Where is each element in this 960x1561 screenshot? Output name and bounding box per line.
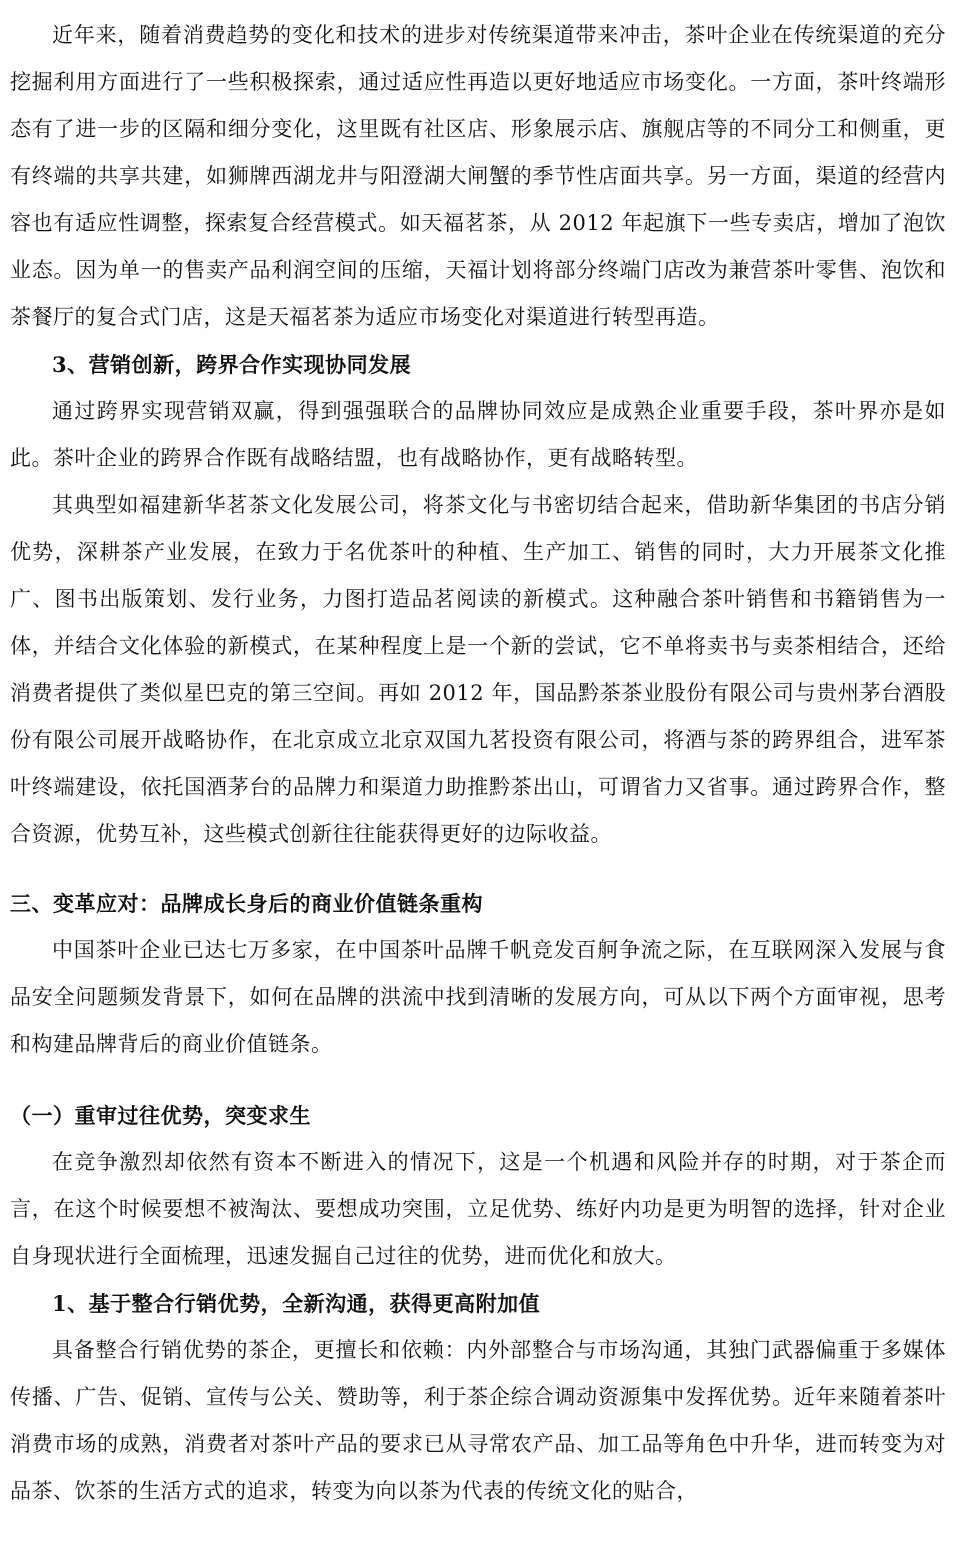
paragraph-section-three-intro: 中国茶叶企业已达七万多家，在中国茶叶品牌千帆竞发百舸争流之际，在互联网深入发展与食品安全问题频发背景下，如何在品牌的洪流中找到清晰的发展方向，可从以下两个方面审视，思考和构建品牌背后的商业价值链条。 — [10, 938, 946, 1056]
heading-section-three: 三、变革应对：品牌成长身后的商业价值链条重构 — [10, 891, 483, 916]
paragraph-crossover-intro: 通过跨界实现营销双赢，得到强强联合的品牌协同效应是成熟企业重要手段，茶叶界亦是如此。茶叶企业的跨界合作既有战略结盟，也有战略协作，更有战略转型。 — [10, 399, 946, 470]
paragraph-channel-reshaping: 近年来，随着消费趋势的变化和技术的进步对传统渠道带来冲击，茶叶企业在传统渠道的充分挖掘利用方面进行了一些积极探索，通过适应性再造以更好地适应市场变化。一方面，茶叶终端形态有了进一步的区隔和细分变化，这里既有社区店、形象展示店、旗舰店等的不同分工和侧重，更有终端的共享共建，如狮牌西湖龙井与阳澄湖大闸蟹的季节性店面共享。另一方面，渠道的经营内容也有适应性调整，探索复合经营模式。如天福茗茶，从 2012 年起旗下一些专卖店，增加了泡饮业态。因为单一的售卖产品利润空间的压缩，天福计划将部分终端门店改为兼营茶叶零售、泡饮和茶餐厅的复合式门店，这是天福茗茶为适应市场变化对渠道进行转型再造。 — [10, 23, 946, 329]
paragraph-subsection-one: 在竞争激烈却依然有资本不断进入的情况下，这是一个机遇和风险并存的时期，对于茶企而言，在这个时候要想不被淘汰、要想成功突围，立足优势、练好内功是更为明智的选择，针对企业自身现状进行全面梳理，迅速发掘自己过往的优势，进而优化和放大。 — [10, 1150, 946, 1268]
heading-point-one: 1、基于整合行销优势，全新沟通，获得更高附加值 — [52, 1291, 541, 1316]
heading-subsection-one: （一）重审过往优势，突变求生 — [10, 1103, 311, 1128]
paragraph-crossover-examples: 其典型如福建新华茗茶文化发展公司，将茶文化与书密切结合起来，借助新华集团的书店分销优势，深耕茶产业发展，在致力于名优茶叶的种植、生产加工、销售的同时，大力开展茶文化推广、图书出版策划、发行业务，力图打造品茗阅读的新模式。这种融合茶叶销售和书籍销售为一体，并结合文化体验的新模式，在某种程度上是一个新的尝试，它不单将卖书与卖茶相结合，还给消费者提供了类似星巴克的第三空间。再如 2012 年，国品黔茶茶业股份有限公司与贵州茅台酒股份有限公司展开战略协作，在北京成立北京双国九茗投资有限公司，将酒与茶的跨界组合，进军茶叶终端建设，依托国酒茅台的品牌力和渠道力助推黔茶出山，可谓省力又省事。通过跨界合作，整合资源，优势互补，这些模式创新往往能获得更好的边际收益。 — [10, 493, 946, 846]
paragraph-integrated-marketing: 具备整合行销优势的茶企，更擅长和依赖：内外部整合与市场沟通，其独门武器偏重于多媒体传播、广告、促销、宣传与公关、赞助等，利于茶企综合调动资源集中发挥优势。近年来随着茶叶消费市场的成熟，消费者对茶叶产品的要求已从寻常农产品、加工品等角色中升华，进而转变为对品茶、饮茶的生活方式的追求，转变为向以茶为代表的传统文化的贴合， — [10, 1338, 946, 1503]
heading-marketing-innovation: 3、营销创新，跨界合作实现协同发展 — [52, 352, 412, 377]
